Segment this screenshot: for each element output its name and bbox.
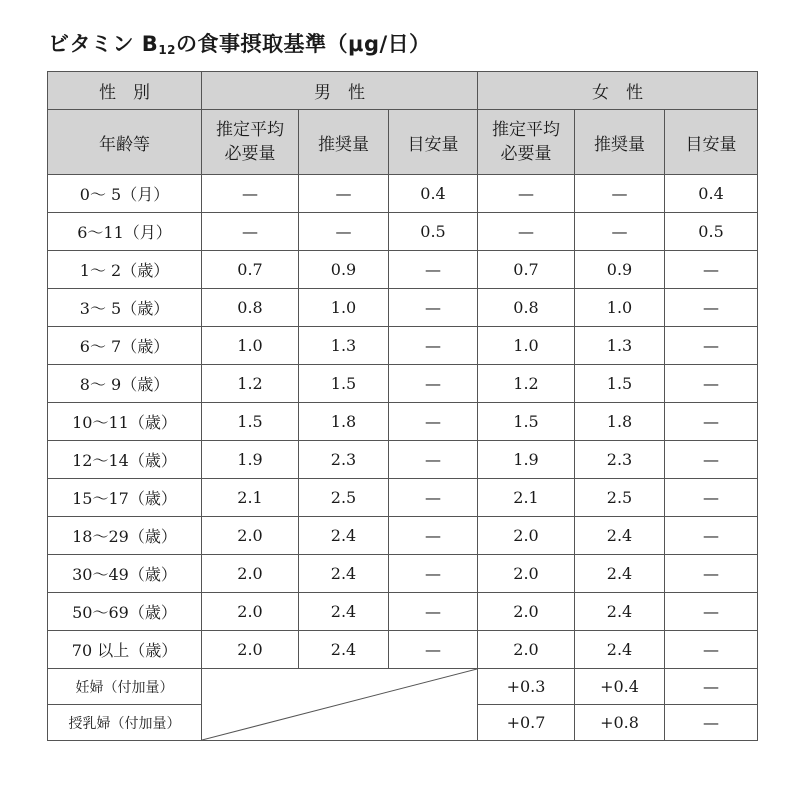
female-ear-cell: 2.0 [478, 517, 575, 555]
female-ear-cell: 0.8 [478, 289, 575, 327]
lactating-rda-cell: +0.8 [575, 705, 665, 741]
age-cell: 30〜49（歳） [48, 555, 202, 593]
female-ear-cell: 2.0 [478, 631, 575, 669]
lactating-ear-cell: +0.7 [478, 705, 575, 741]
age-cell: 12〜14（歳） [48, 441, 202, 479]
male-ai-cell: — [389, 289, 478, 327]
table-row [48, 365, 758, 403]
age-cell: 0〜 5（月） [48, 175, 202, 213]
male-ai-cell: — [389, 479, 478, 517]
age-cell: 18〜29（歳） [48, 517, 202, 555]
male-ear-cell: — [202, 213, 299, 251]
table-row [48, 175, 758, 213]
male-rda-cell: 2.4 [299, 631, 389, 669]
male-rda-cell: 2.5 [299, 479, 389, 517]
male-ai-cell: — [389, 593, 478, 631]
ear-label: 推定平均 必要量 [492, 120, 561, 164]
female-ai-cell: — [665, 555, 758, 593]
female-rda-cell: 2.4 [575, 517, 665, 555]
female-rda-cell: 0.9 [575, 251, 665, 289]
male-ai-cell: — [389, 441, 478, 479]
male-rda-cell: 1.5 [299, 365, 389, 403]
male-ear-cell: 1.9 [202, 441, 299, 479]
female-rda-cell: 1.3 [575, 327, 665, 365]
title-subscript: 12 [158, 43, 177, 57]
male-ear-cell: 0.8 [202, 289, 299, 327]
female-ear-cell: 2.1 [478, 479, 575, 517]
female-rda-cell: 1.0 [575, 289, 665, 327]
female-ai-cell: — [665, 251, 758, 289]
age-cell: 15〜17（歳） [48, 479, 202, 517]
lactating-ai-cell: — [665, 705, 758, 741]
female-ear-cell: 1.9 [478, 441, 575, 479]
male-ear-cell: 2.0 [202, 593, 299, 631]
female-ai-cell: — [665, 289, 758, 327]
ear-label: 推定平均 必要量 [216, 120, 284, 164]
intake-table [47, 71, 758, 741]
pregnant-row [48, 669, 758, 705]
female-ai-cell: — [665, 479, 758, 517]
pregnant-ai-cell: — [665, 669, 758, 705]
table-row [48, 517, 758, 555]
female-ai-cell: — [665, 365, 758, 403]
age-cell: 6〜11（月） [48, 213, 202, 251]
female-ear-cell: 2.0 [478, 555, 575, 593]
age-cell: 50〜69（歳） [48, 593, 202, 631]
header-row-columns [48, 110, 758, 175]
male-ai-cell: 0.5 [389, 213, 478, 251]
header-male-rda: 推奨量 [299, 110, 389, 175]
header-male-ai: 目安量 [389, 110, 478, 175]
lactating-label: 授乳婦（付加量） [48, 705, 202, 741]
female-ear-cell: 2.0 [478, 593, 575, 631]
female-rda-cell: 1.5 [575, 365, 665, 403]
pregnant-label: 妊婦（付加量） [48, 669, 202, 705]
title-prefix: ビタミン B [48, 32, 159, 56]
age-cell: 1〜 2（歳） [48, 251, 202, 289]
female-ear-cell: — [478, 175, 575, 213]
male-rda-cell: 2.4 [299, 555, 389, 593]
table-row [48, 555, 758, 593]
male-ai-cell: 0.4 [389, 175, 478, 213]
table-row [48, 327, 758, 365]
female-ear-cell: — [478, 213, 575, 251]
not-applicable-diagonal [202, 669, 478, 741]
pregnant-rda-cell: +0.4 [575, 669, 665, 705]
title-suffix: の食事摂取基準（μg/日） [176, 32, 431, 56]
table-row [48, 631, 758, 669]
table-row [48, 441, 758, 479]
male-ai-cell: — [389, 327, 478, 365]
table-row [48, 479, 758, 517]
male-ear-cell: 1.5 [202, 403, 299, 441]
age-cell: 3〜 5（歳） [48, 289, 202, 327]
diagonal-line [202, 669, 477, 740]
table-row [48, 251, 758, 289]
male-rda-cell: 1.3 [299, 327, 389, 365]
female-ear-cell: 1.2 [478, 365, 575, 403]
male-ear-cell: 2.0 [202, 631, 299, 669]
male-ear-cell: 2.1 [202, 479, 299, 517]
female-ai-cell: — [665, 631, 758, 669]
male-ai-cell: — [389, 555, 478, 593]
header-female-rda: 推奨量 [575, 110, 665, 175]
female-ai-cell: — [665, 327, 758, 365]
male-rda-cell: 2.4 [299, 517, 389, 555]
header-female-ai: 目安量 [665, 110, 758, 175]
table-row [48, 403, 758, 441]
male-rda-cell: 1.0 [299, 289, 389, 327]
page-title [48, 28, 431, 58]
female-ai-cell: — [665, 517, 758, 555]
pregnant-ear-cell: +0.3 [478, 669, 575, 705]
female-ai-cell: 0.4 [665, 175, 758, 213]
female-rda-cell: — [575, 213, 665, 251]
header-row-sex [48, 72, 758, 110]
age-cell: 8〜 9（歳） [48, 365, 202, 403]
header-female: 女 性 [478, 72, 758, 110]
male-ear-cell: 2.0 [202, 517, 299, 555]
female-rda-cell: 2.4 [575, 631, 665, 669]
header-male: 男 性 [202, 72, 478, 110]
age-cell: 6〜 7（歳） [48, 327, 202, 365]
male-ear-cell: 0.7 [202, 251, 299, 289]
female-ai-cell: — [665, 403, 758, 441]
header-age: 年齢等 [48, 110, 202, 175]
male-ai-cell: — [389, 251, 478, 289]
female-rda-cell: 1.8 [575, 403, 665, 441]
male-rda-cell: — [299, 175, 389, 213]
female-rda-cell: 2.4 [575, 555, 665, 593]
male-rda-cell: 0.9 [299, 251, 389, 289]
male-ai-cell: — [389, 631, 478, 669]
female-ai-cell: — [665, 593, 758, 631]
male-rda-cell: — [299, 213, 389, 251]
age-cell: 10〜11（歳） [48, 403, 202, 441]
female-ear-cell: 1.0 [478, 327, 575, 365]
table-row [48, 593, 758, 631]
male-rda-cell: 2.3 [299, 441, 389, 479]
header-male-ear [202, 110, 299, 175]
male-ear-cell: 1.0 [202, 327, 299, 365]
female-rda-cell: 2.3 [575, 441, 665, 479]
table-row [48, 289, 758, 327]
female-rda-cell: 2.4 [575, 593, 665, 631]
male-ear-cell: — [202, 175, 299, 213]
male-ai-cell: — [389, 365, 478, 403]
header-female-ear [478, 110, 575, 175]
header-sex: 性 別 [48, 72, 202, 110]
male-ai-cell: — [389, 517, 478, 555]
male-rda-cell: 2.4 [299, 593, 389, 631]
female-ear-cell: 0.7 [478, 251, 575, 289]
female-ear-cell: 1.5 [478, 403, 575, 441]
female-rda-cell: — [575, 175, 665, 213]
male-rda-cell: 1.8 [299, 403, 389, 441]
male-ai-cell: — [389, 403, 478, 441]
male-ear-cell: 1.2 [202, 365, 299, 403]
female-rda-cell: 2.5 [575, 479, 665, 517]
female-ai-cell: 0.5 [665, 213, 758, 251]
female-ai-cell: — [665, 441, 758, 479]
table-row [48, 213, 758, 251]
age-cell: 70 以上（歳） [48, 631, 202, 669]
male-ear-cell: 2.0 [202, 555, 299, 593]
